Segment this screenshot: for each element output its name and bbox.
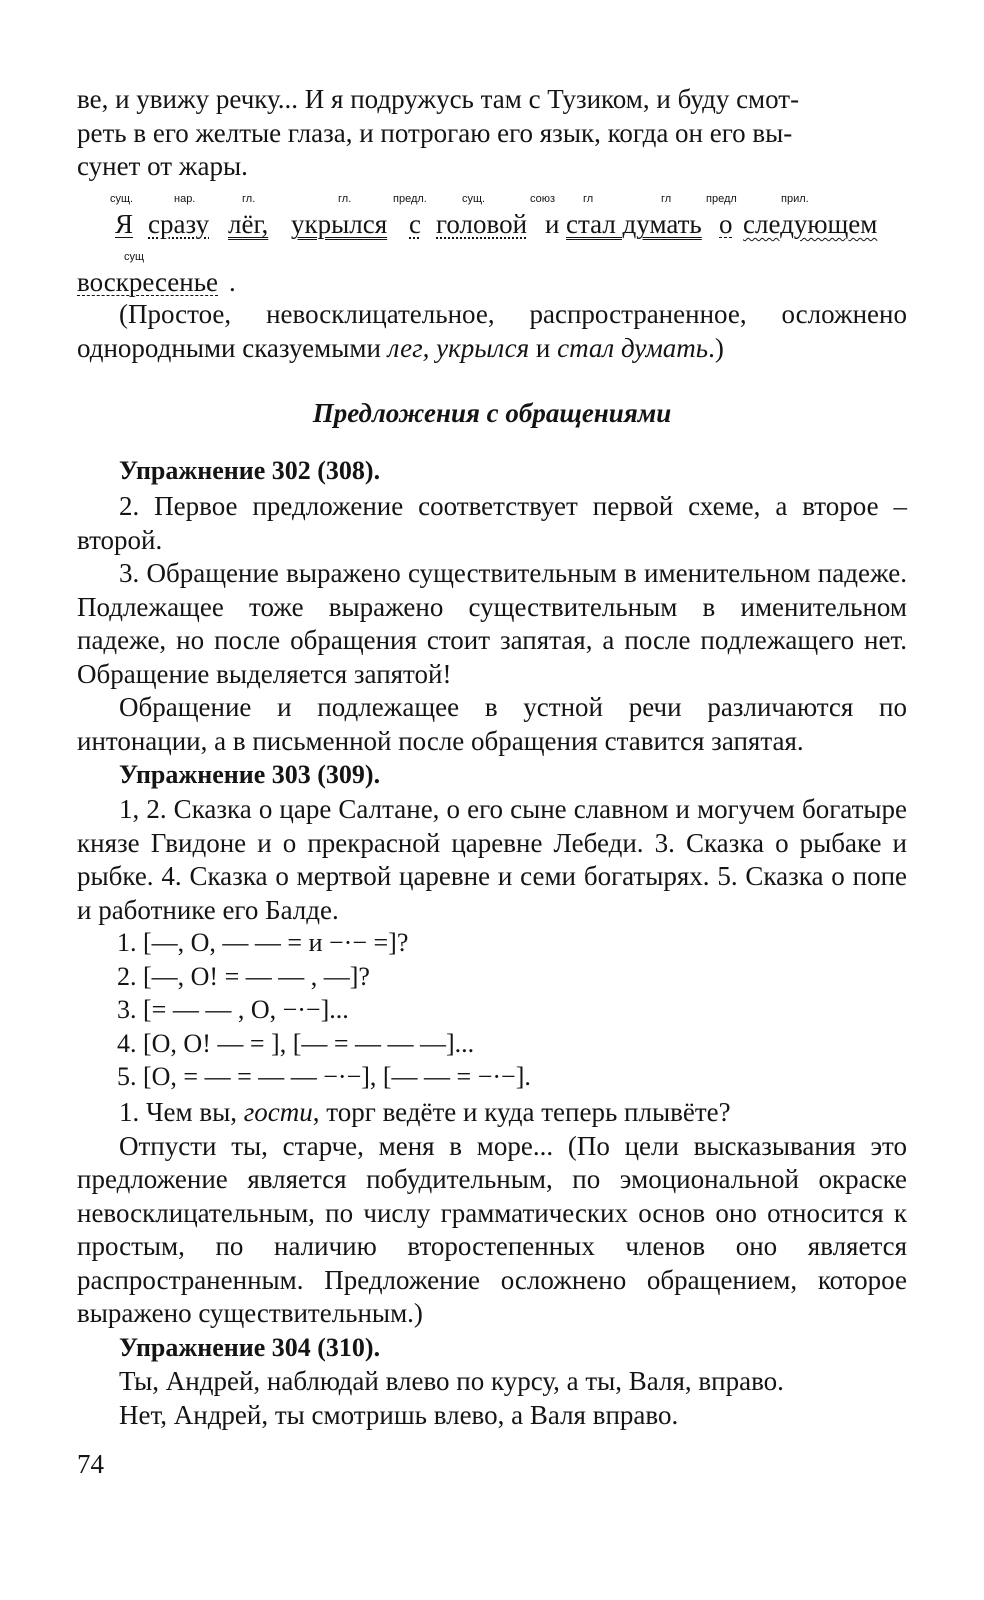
intro-line: реть в его желтые глаза, и потрогаю его язык, когда он его вы-	[77, 117, 793, 148]
exercise-302-body	[77, 490, 907, 758]
word-attribute: следующем	[743, 209, 878, 239]
scheme-line: 1. [—, О, — — = и −·− =]?	[117, 928, 409, 957]
word-object: воскресенье	[77, 267, 219, 297]
explanation-text: и	[529, 332, 558, 363]
exercise-303-body	[77, 793, 907, 927]
exercise-line: Нет, Андрей, ты смотришь влево, а Валя вправо.	[119, 1399, 679, 1430]
exercise-line: Ты, Андрей, наблюдай влево по курсу, а ты, Валя, вправо.	[119, 1366, 784, 1396]
pos-label: предл	[706, 193, 737, 205]
pos-label: гл.	[242, 193, 256, 205]
intro-line: сунет от жары.	[77, 151, 248, 181]
example-sentence	[77, 1096, 907, 1130]
pos-label: гл	[661, 193, 672, 205]
word-predicate: лёг,	[228, 209, 269, 239]
word-predicate: стал думать	[566, 209, 702, 239]
section-title: Предложения с обращениями	[312, 398, 672, 428]
explanation-italic: лег, укрылся	[387, 332, 530, 363]
word-adverbial: головой	[436, 209, 528, 239]
pos-label: сущ.	[462, 193, 486, 205]
scheme-line: 3. [= — — , О, −·−]...	[117, 995, 349, 1024]
word-conjunction: и	[545, 209, 560, 239]
word-predicate: укрылся	[291, 209, 388, 239]
intro-paragraph	[77, 83, 907, 184]
explanation-paragraph	[77, 298, 907, 365]
example-text: , торг ведёте и куда теперь плывёте?	[312, 1097, 731, 1127]
intro-line: ве, и увижу речку... И я подружусь там с Тузиком, и буду смот-	[77, 84, 800, 114]
pos-label: гл.	[338, 193, 352, 205]
sentence-schemes	[117, 926, 531, 1094]
exercise-paragraph: 2. Первое предложение соответствует первой схеме, а второе – второй.	[77, 491, 907, 555]
page-number: 74	[77, 1449, 104, 1479]
exercise-paragraph: 1, 2. Сказка о царе Салтане, о его сыне славном и могучем богатыре князе Гвидоне и о прекрасной царевне Лебеди. 3. Сказка о рыбаке и рыбке. 4. Сказка о мертвой царевне и семи богатырях. 5. Сказка о попе и работнике его Балде.	[77, 794, 907, 925]
exercise-title: Упражнение 303 (309).	[119, 760, 381, 789]
exercise-paragraph: Обращение и подлежащее в устной речи различаются по интонации, а в письменной после обращения ставится запятая.	[77, 692, 907, 756]
exercise-title: Упражнение 304 (310).	[119, 1333, 381, 1362]
exercise-paragraph: 3. Обращение выражено существительным в именительном падеже. Подлежащее тоже выражено существительным в именительном падеже, но после обращения стоит запятая, а после подлежащего нет. Обращение выделяется запятой!	[77, 558, 907, 689]
explanation-italic: стал думать	[557, 332, 709, 363]
word-subject: Я	[115, 209, 134, 239]
explanation-text: .)	[708, 332, 724, 363]
pos-label: сущ.	[110, 193, 134, 205]
pos-label: гл	[583, 193, 594, 205]
pos-label: прил.	[781, 193, 809, 205]
explanation-text: (Простое, невосклицательное, распространенное, осложнено однородными сказуемыми	[77, 299, 907, 363]
example-italic: гости	[243, 1097, 313, 1127]
pos-label: нар.	[174, 193, 196, 205]
sentence-period: .	[229, 267, 236, 297]
exercise-paragraph: Отпусти ты, старче, меня в море... (По цели высказывания это предложение является побудительным, по эмоциональной окраске невосклицательным, по числу грамматических основ оно относится к простым, по наличию второстепенных членов оно является распространенным. Предложение осложнено обращением, которое выражено существительным.)	[77, 1130, 907, 1328]
word-adverbial: с	[409, 209, 421, 239]
scheme-line: 4. [О, О! — = ], [— = — — ––]...	[117, 1028, 475, 1058]
pos-annotation-row	[0, 250, 984, 266]
scheme-line: 5. [О, = — = — — −·−], [— — = −·−].	[117, 1062, 531, 1091]
exercise-304-body	[77, 1365, 907, 1432]
pos-label: сущ	[124, 251, 145, 263]
word-object: о	[719, 209, 733, 239]
example-text: 1. Чем вы,	[119, 1097, 244, 1127]
pos-label: союз	[530, 193, 556, 205]
pos-label: предл.	[393, 193, 427, 205]
scheme-line: 2. [—, О! = — — , ––]?	[117, 961, 370, 991]
word-adverbial: сразу	[148, 209, 210, 239]
pos-annotation-row	[0, 192, 984, 208]
exercise-title: Упражнение 302 (308).	[119, 456, 381, 485]
exercise-303-analysis	[77, 1096, 907, 1331]
